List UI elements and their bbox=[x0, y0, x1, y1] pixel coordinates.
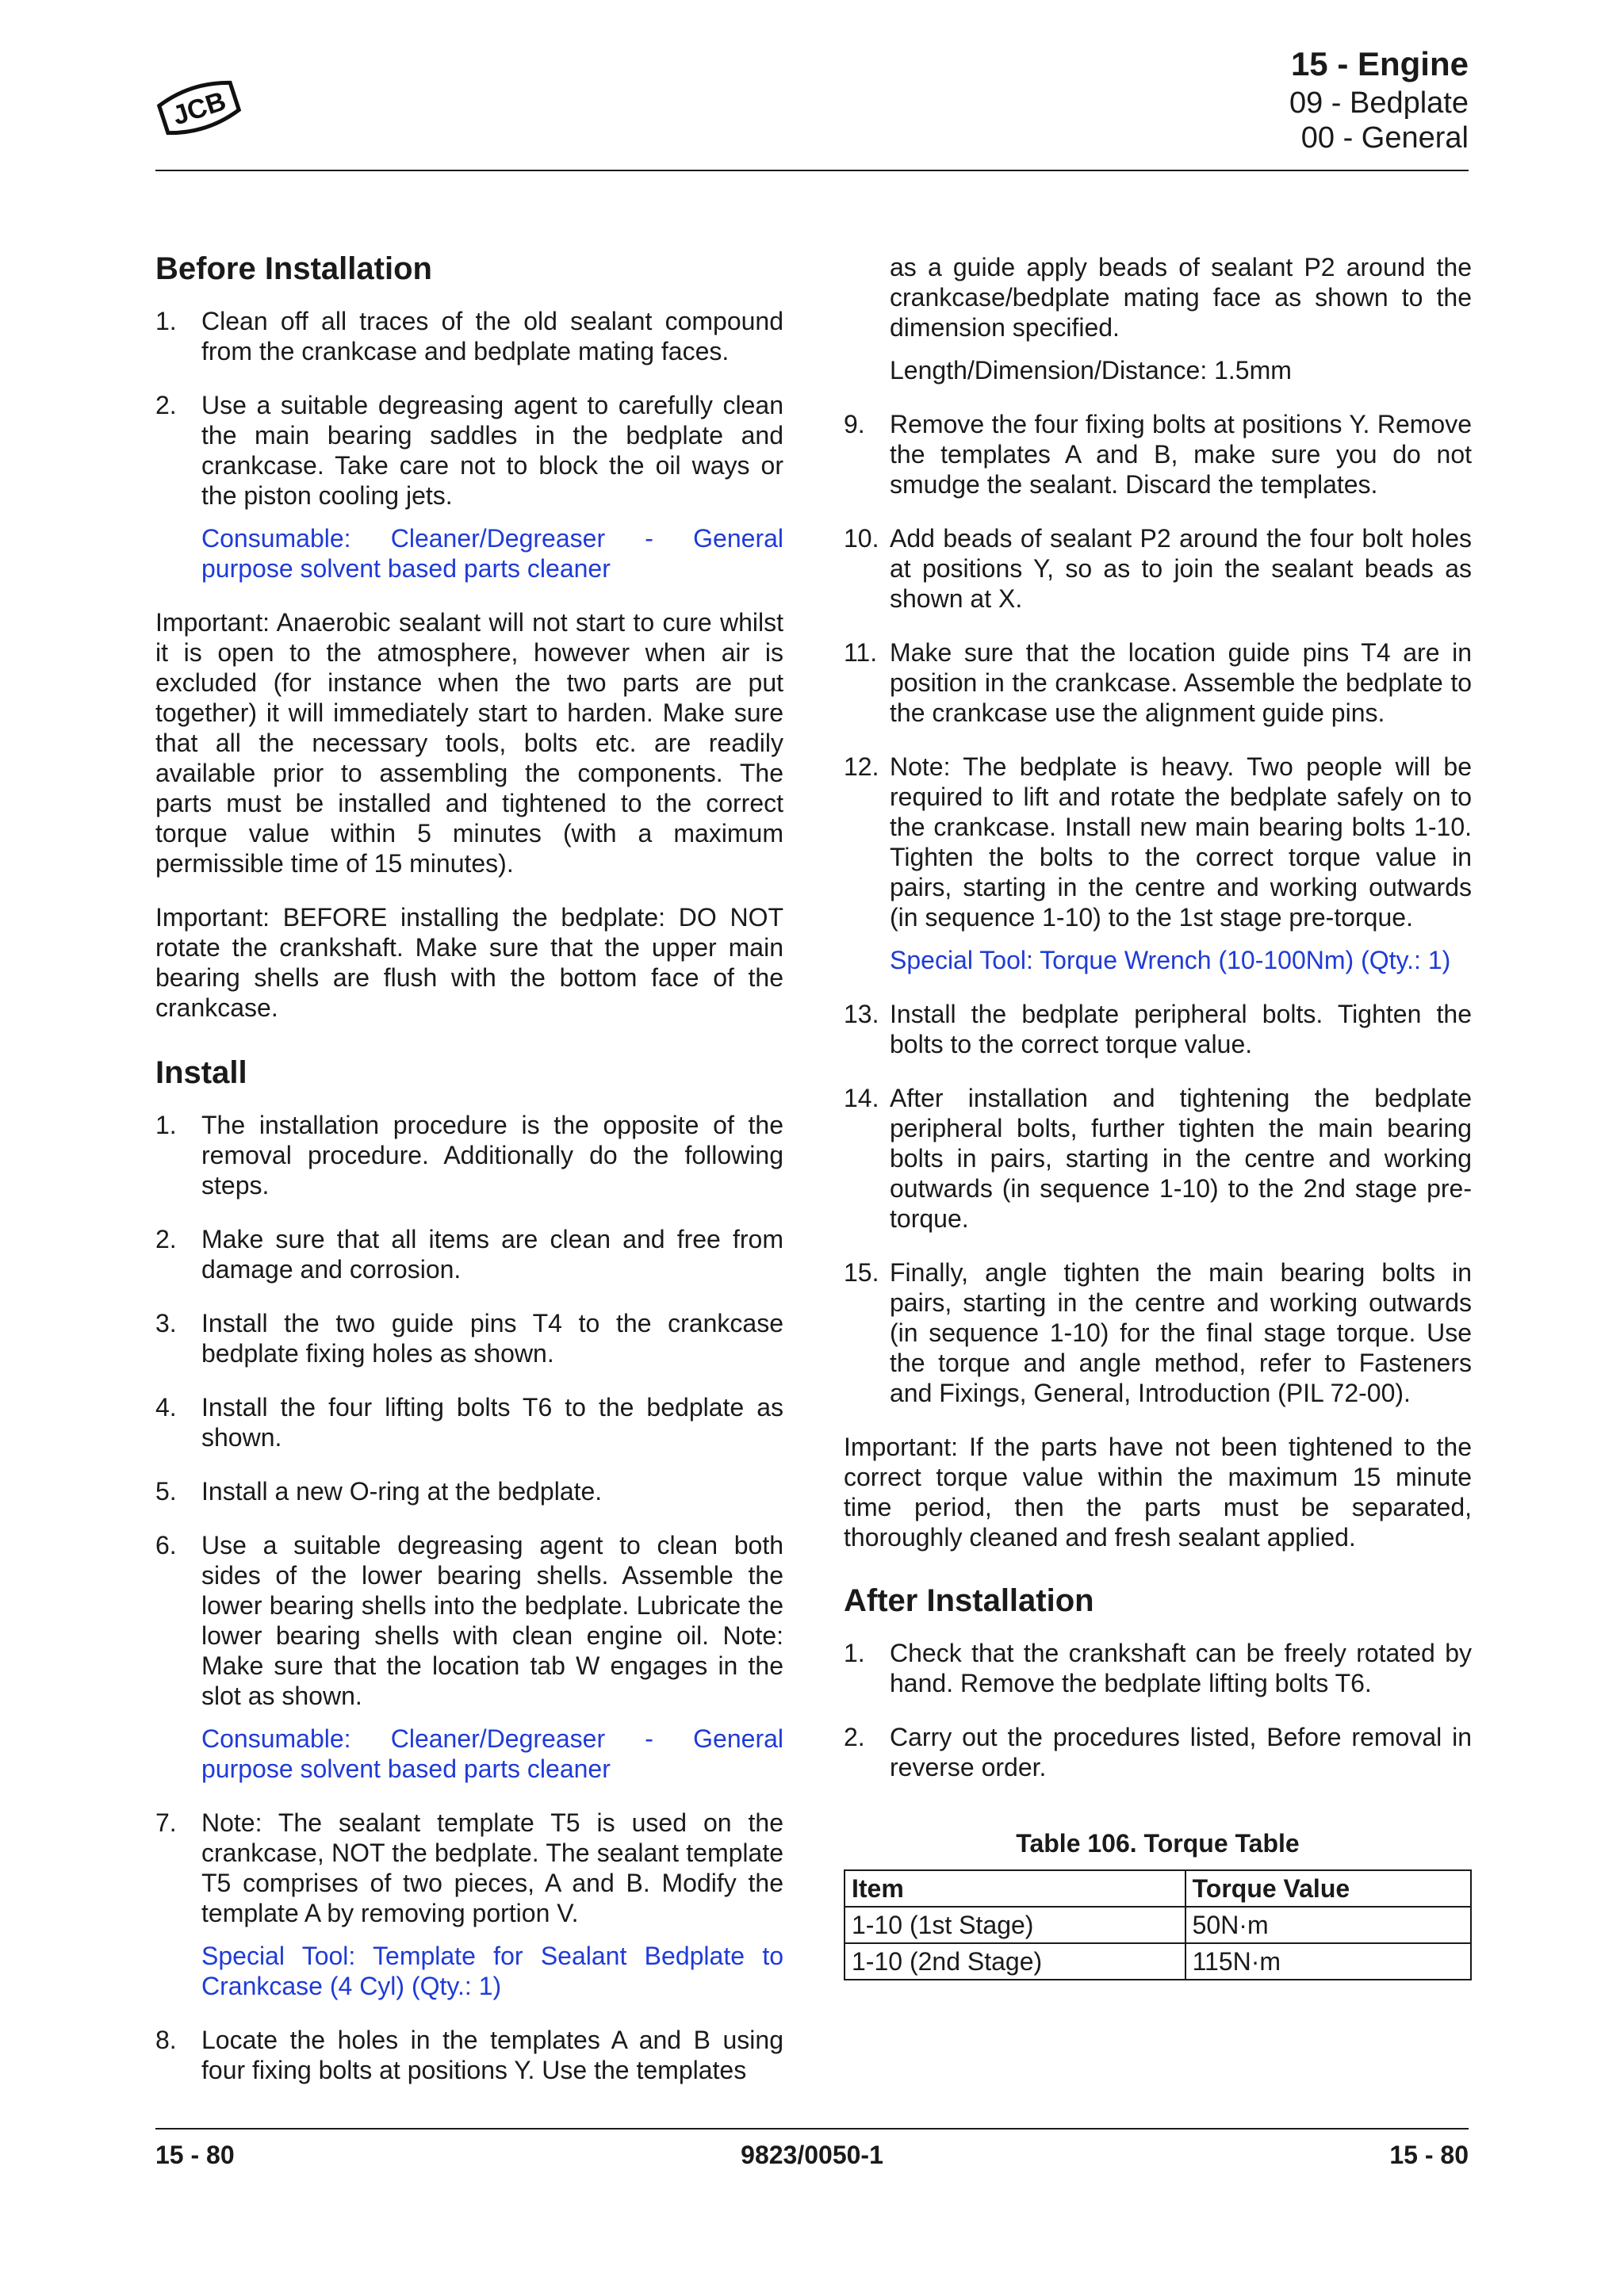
after-installation-heading: After Installation bbox=[844, 1583, 1094, 1618]
install-steps bbox=[155, 1110, 783, 2085]
list-item: 7. Note: The sealant template T5 is used on the crankcase, NOT the bedplate. The sealant template T5 comprises of two pieces, A and B. Modify the template A by removing portion V. Special Tool: Template for Sealant Bedplate to Crankcase (4 Cyl) (Qty.: 1) bbox=[155, 1808, 783, 2000]
install-steps-continued bbox=[844, 409, 1472, 1408]
table-cell: 115N·m bbox=[1185, 1943, 1471, 1980]
right-column bbox=[844, 252, 1472, 1980]
list-item: 2. Use a suitable degreasing agent to carefully clean the main bearing saddles in the bedplate and crankcase. Take care not to block the oil ways or the piston cooling jets. Consumable: Cleaner/Degreaser - General purpose solvent based parts cleaner bbox=[155, 391, 783, 583]
after-installation-steps bbox=[844, 1638, 1472, 1782]
list-item: 11. Make sure that the location guide pins T4 are in position in the crankcase. Assemble the bedplate to the crankcase use the alignment guide pins. bbox=[844, 638, 1472, 727]
before-installation-heading: Before Installation bbox=[155, 251, 432, 286]
left-column bbox=[155, 249, 783, 2085]
table-row bbox=[845, 1943, 1471, 1980]
list-item: 5. Install a new O-ring at the bedplate. bbox=[155, 1477, 603, 1506]
footer-rule bbox=[155, 2128, 1469, 2130]
list-item: 12. Note: The bedplate is heavy. Two people will be required to lift and rotate the bedplate safely on to the crankcase. Install new main bearing bolts 1-10. Tighten the bolts to the correct torque value in pairs, starting in the centre and working outwards (in sequence 1-10) to the 1st stage pre-torque. Special Tool: Torque Wrench (10-100Nm) (Qty.: 1) bbox=[844, 752, 1472, 974]
important-note-crankshaft: Important: BEFORE installing the bedplate: DO NOT rotate the crankshaft. Make sure that the upper main bearing shells are flush with the bottom face of the crankcase. bbox=[155, 903, 783, 1022]
table-cell: 1-10 (2nd Stage) bbox=[845, 1943, 1185, 1980]
table-header-cell: Item bbox=[845, 1870, 1185, 1907]
page-number-right: 15 - 80 bbox=[1389, 2141, 1469, 2169]
list-item: 1. Clean off all traces of the old sealant compound from the crankcase and bedplate mating faces. bbox=[155, 307, 783, 365]
special-tool-link[interactable]: Special Tool: Template for Sealant Bedplate to Crankcase (4 Cyl) (Qty.: 1) bbox=[201, 1942, 783, 2000]
logo-text: JCB bbox=[169, 86, 230, 132]
subsection-title: 09 - Bedplate bbox=[1289, 86, 1469, 120]
list-item: 13. Install the bedplate peripheral bolts. Tighten the bolts to the correct torque value. bbox=[844, 1000, 1472, 1058]
before-installation-steps bbox=[155, 306, 783, 584]
list-item: 9. Remove the four fixing bolts at positions Y. Remove the templates A and B, make sure you do not smudge the sealant. Discard the templates. bbox=[844, 410, 1472, 499]
list-item: 4. Install the four lifting bolts T6 to the bedplate as shown. bbox=[155, 1393, 783, 1452]
torque-table bbox=[844, 1869, 1472, 1980]
list-item: 6. Use a suitable degreasing agent to clean both sides of the lower bearing shells. Assemble the lower bearing shells into the bedplate. Lubricate the lower bearing shells with clean engine oil. Note: Make sure that the location tab W engages in the slot as shown. Consumable: Cleaner/Degreaser - General purpose solvent based parts cleaner bbox=[155, 1531, 783, 1783]
list-item: 8. Locate the holes in the templates A and B using four fixing bolts at positions Y. Use the templates bbox=[155, 2026, 783, 2084]
step-8-continued: as a guide apply beads of sealant P2 around the crankcase/bedplate mating face as shown to the dimension specified. Length/Dimension/Distance: 1.5mm bbox=[890, 253, 1472, 385]
important-note-torque: Important: If the parts have not been tightened to the correct torque value within the maximum 15 minute time period, then the parts must be separated, thoroughly cleaned and fresh sealant applied. bbox=[844, 1433, 1472, 1552]
section-title: 15 - Engine bbox=[1290, 45, 1469, 82]
list-item: 2. Make sure that all items are clean and free from damage and corrosion. bbox=[155, 1225, 783, 1284]
list-item: 2. Carry out the procedures listed, Before removal in reverse order. bbox=[844, 1723, 1472, 1781]
consumable-link[interactable]: Consumable: Cleaner/Degreaser - General purpose solvent based parts cleaner bbox=[201, 1724, 783, 1783]
list-item: 1. Check that the crankshaft can be freely rotated by hand. Remove the bedplate lifting bolts T6. bbox=[844, 1639, 1472, 1697]
jcb-logo bbox=[155, 70, 243, 146]
document-number: 9823/0050-1 bbox=[741, 2141, 883, 2169]
table-row bbox=[845, 1907, 1471, 1943]
page-header bbox=[1289, 43, 1469, 155]
list-item: 14. After installation and tightening the bedplate peripheral bolts, further tighten the main bearing bolts in pairs, starting in the centre and working outwards (in sequence 1-10) to the 2nd stage pre-torque. bbox=[844, 1084, 1472, 1233]
table-header-cell: Torque Value bbox=[1185, 1870, 1471, 1907]
table-cell: 1-10 (1st Stage) bbox=[845, 1907, 1185, 1943]
table-caption: Table 106. Torque Table bbox=[1016, 1829, 1300, 1858]
header-rule bbox=[155, 170, 1469, 171]
dimension-spec: Length/Dimension/Distance: 1.5mm bbox=[890, 356, 1292, 385]
important-note-sealant: Important: Anaerobic sealant will not start to cure whilst it is open to the atmosphere, however when air is excluded (for instance when the two parts are put together) it will immediately start to harden. Make sure that all the necessary tools, bolts etc. are readily available prior to assembling the components. The parts must be installed and tightened to the correct torque value within 5 minutes (with a maximum permissible time of 15 minutes). bbox=[155, 608, 783, 878]
list-item: 10. Add beads of sealant P2 around the four bolt holes at positions Y, so as to join the sealant beads as shown at X. bbox=[844, 524, 1472, 613]
list-item: 15. Finally, angle tighten the main bearing bolts in pairs, starting in the centre and working outwards (in sequence 1-10) for the final stage torque. Use the torque and angle method, refer to Fasteners and Fixings, General, Introduction (PIL 72-00). bbox=[844, 1258, 1472, 1407]
table-header-row bbox=[845, 1870, 1471, 1907]
install-heading: Install bbox=[155, 1055, 247, 1090]
consumable-link[interactable]: Consumable: Cleaner/Degreaser - General purpose solvent based parts cleaner bbox=[201, 524, 783, 583]
list-item: 1. The installation procedure is the opposite of the removal procedure. Additionally do the following steps. bbox=[155, 1111, 783, 1200]
list-item: 3. Install the two guide pins T4 to the crankcase bedplate fixing holes as shown. bbox=[155, 1309, 783, 1368]
special-tool-link[interactable]: Special Tool: Torque Wrench (10-100Nm) (Qty.: 1) bbox=[890, 946, 1451, 974]
subsubsection-title: 00 - General bbox=[1300, 121, 1469, 155]
page-number-left: 15 - 80 bbox=[155, 2141, 235, 2169]
table-cell: 50N·m bbox=[1185, 1907, 1471, 1943]
